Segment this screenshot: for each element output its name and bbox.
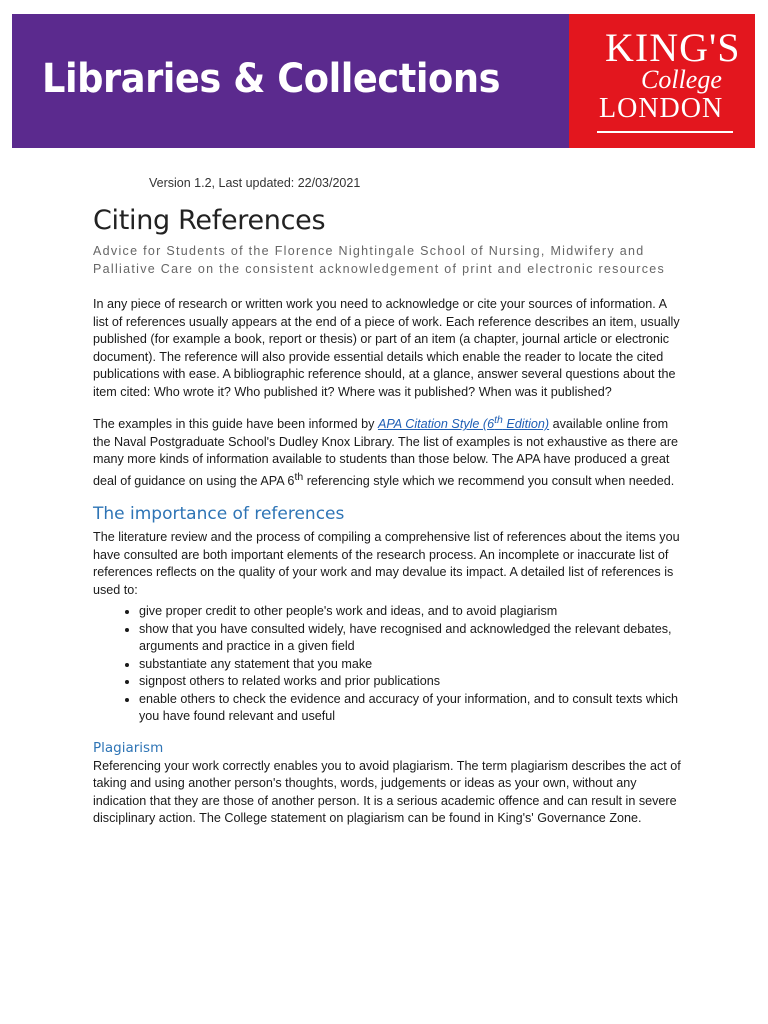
- apa-text-after: referencing style which we recommend you consult when needed.: [303, 473, 675, 488]
- version-line: Version 1.2, Last updated: 22/03/2021: [149, 176, 361, 190]
- apa-text-sup: th: [294, 470, 304, 483]
- plagiarism-paragraph: Referencing your work correctly enables you to avoid plagiarism. The term plagiarism describes the act of taking and using another person's thoughts, words, judgements or ideas as your own, without any indication that they are those of another person. It is a serious academic offence and can result in severe disciplinary action. The College statement on plagiarism can be found in King's' Governance Zone.: [93, 758, 681, 826]
- importance-heading: The importance of references: [93, 504, 345, 525]
- importance-paragraph: The literature review and the process of compiling a comprehensive list of references about the items you have consulted are both important elements of the research process. An incomplete or inaccurate list of references reflects on the quality of your work and may devalue its impact. A detailed list of references is used to:: [93, 530, 680, 597]
- document-body: [93, 205, 683, 839]
- list-item: • show that you have consulted widely, have recognised and acknowledged the relevant debates, arguments and practice in a given field: [139, 621, 683, 656]
- plagiarism-heading: Plagiarism: [93, 739, 164, 756]
- apa-citation-link[interactable]: [377, 414, 550, 432]
- logo-line-college: College: [641, 65, 722, 94]
- apa-link-sup: th: [494, 414, 503, 426]
- page-subtitle: Advice for Students of the Florence Nightingale School of Nursing, Midwifery and Palliative Care on the consistent acknowledgement of print and electronic resources: [93, 244, 666, 276]
- logo-line-london: LONDON: [599, 93, 724, 124]
- apa-link-end: Edition): [502, 417, 550, 432]
- logo-line-kings: KING'S: [605, 25, 741, 70]
- apa-link-main: APA Citation Style (6: [377, 417, 495, 432]
- importance-list: [93, 603, 683, 726]
- apa-text-mid: available online from the Naval Postgraduate School's Dudley Knox Library. The list of examples is not exhaustive as there are many more kinds of information available to students than those below. The APA have produced a great deal of guidance on using the APA 6: [93, 417, 679, 488]
- header-banner: [12, 14, 755, 148]
- apa-text-before: The examples in this guide have been informed by: [93, 417, 378, 432]
- list-item: • enable others to check the evidence and accuracy of your information, and to consult texts which you have found relevant and useful: [139, 691, 683, 726]
- list-item: • substantiate any statement that you make: [139, 656, 683, 674]
- banner-title: Libraries & Collections: [42, 56, 501, 102]
- apa-paragraph: [93, 412, 683, 490]
- intro-paragraph: In any piece of research or written work you need to acknowledge or cite your sources of information. A list of references usually appears at the end of a piece of work. Each reference describes an item, usually published (for example a book, report or thesis) or part of an item (a chapter, journal article or electronic document). The reference will also provide essential details which enable the reader to locate the cited publications with ease. A bibliographic reference should, at a glance, answer several questions about the item cited: Who wrote it? Who published it? Where was it published? When was it published?: [93, 297, 680, 399]
- kings-college-logo: [569, 14, 755, 148]
- list-item: • signpost others to related works and prior publications: [139, 673, 683, 691]
- page-title: Citing References: [93, 205, 326, 236]
- logo-rule: [597, 131, 733, 133]
- list-item: • give proper credit to other people's work and ideas, and to avoid plagiarism: [139, 603, 683, 621]
